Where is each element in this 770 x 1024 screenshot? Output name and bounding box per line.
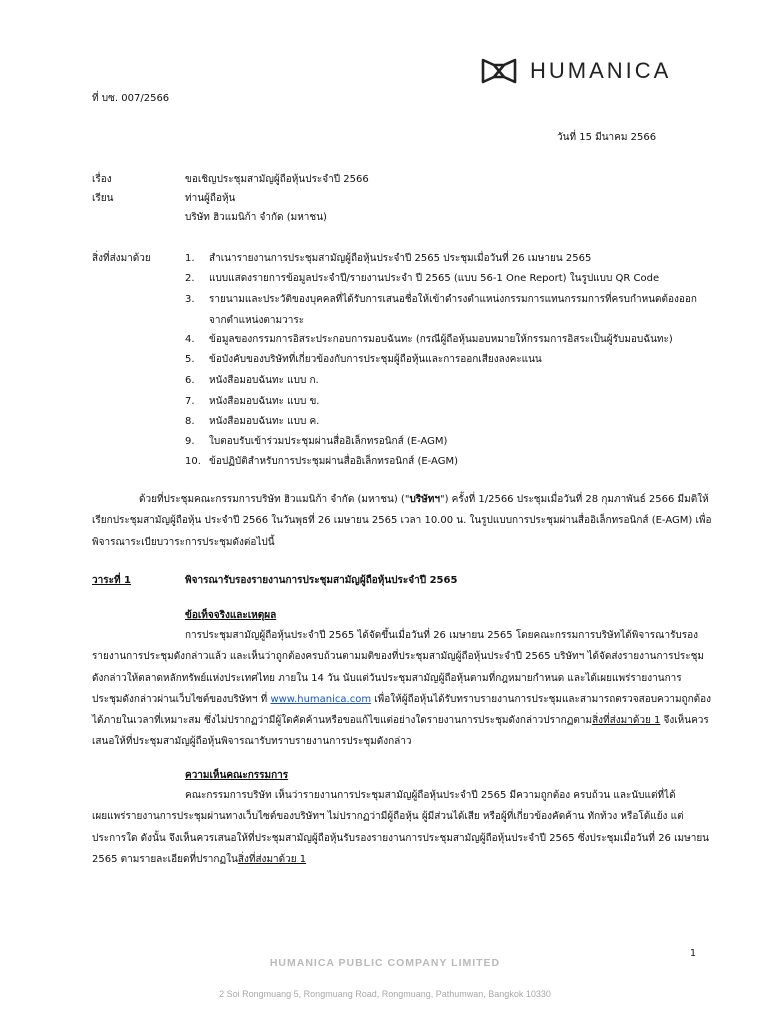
paragraph-line: ดังกล่าวให้ตลาดหลักทรัพย์แห่งประเทศไทย ภายใน 14 วัน นับแต่วันประชุมสามัญผู้ถือหุ้นตามที่กฎหมายกำหนด และได้เผยแพร่รายงานการ [92, 672, 682, 684]
paragraph-line [92, 715, 709, 736]
facts-text: เพื่อให้ผู้ถือหุ้นได้รับทราบรายงานการประชุมและสามารถตรวจสอบความถูกต้อง [371, 693, 712, 705]
humanica-logo-icon [480, 56, 518, 86]
enclosure-item: หนังสือมอบฉันทะ แบบ ก. [209, 375, 319, 386]
paragraph-line [92, 854, 698, 875]
subject-label: เรื่อง [92, 174, 112, 185]
paragraph-line: ประการใด ดังนั้น จึงเห็นควรเสนอให้ที่ประชุมสามัญผู้ถือหุ้นรับรองรายงานการประชุมสามัญผู้ถือหุ้นประจำปี 2565 ซึ่งประชุมเมื่อวันที่ 26 เมษายน [92, 832, 710, 844]
facts-text: ประชุมดังกล่าวผ่านเว็บไซต์ของบริษัทฯ ที่ [92, 693, 271, 705]
opinion-heading: ความเห็นคณะกรรมการ [185, 770, 289, 781]
paragraph-line: พิจารณาระเบียบวาระการประชุมดังต่อไปนี้ [92, 536, 275, 548]
enclosure-number: 6. [185, 375, 195, 386]
reference-number: ที่ บซ. 007/2566 [92, 93, 170, 104]
intro-text: ด้วยที่ประชุมคณะกรรมการบริษัท ฮิวแมนิก้า จำกัด (มหาชน) (" [139, 494, 410, 505]
opinion-paragraph [92, 790, 710, 875]
paragraph-line: เรียกประชุมสามัญผู้ถือหุ้น ประจำปี 2566 ในวันพุธที่ 26 เมษายน 2565 เวลา 10.00 น. ในรูปแบบการประชุมผ่านสื่ออิเล็กทรอนิกส์ (E-AGM) เพื่อ [92, 515, 712, 527]
to-label: เรียน [92, 193, 114, 204]
logo-text: HUMANICA [530, 57, 672, 83]
enclosure-item: ข้อบังคับของบริษัทที่เกี่ยวข้องกับการประชุมผู้ถือหุ้นและการออกเสียงลงคะแนน [209, 354, 542, 365]
enclosure-item: แบบแสดงรายการข้อมูลประจำปี/รายงานประจำ ปี 2565 (แบบ 56-1 One Report) ในรูปแบบ QR Code [209, 273, 660, 284]
enclosure-number: 2. [185, 273, 195, 284]
enclosure-item: ใบตอบรับเข้าร่วมประชุมผ่านสื่ออิเล็กทรอนิกส์ (E-AGM) [209, 436, 448, 447]
opinion-text: 2565 ตามรายละเอียดที่ปรากฏใน [92, 853, 238, 865]
enclosure-reference: สิ่งที่ส่งมาด้วย 1 [237, 853, 307, 865]
enclosure-number: 9. [185, 436, 195, 447]
company-short-name: บริษัทฯ [409, 494, 440, 505]
subject-text: ขอเชิญประชุมสามัญผู้ถือหุ้นประจำปี 2566 [185, 174, 369, 185]
paragraph-line: คณะกรรมการบริษัท เห็นว่ารายงานการประชุมสามัญผู้ถือหุ้นประจำปี 2565 มีความถูกต้อง ครบถ้วน และนับแต่ที่ได้ [185, 790, 676, 801]
enclosure-number: 3. [185, 294, 195, 305]
company-logo [480, 54, 671, 88]
enclosure-number: 1. [185, 253, 195, 264]
enclosure-item: ข้อปฏิบัติสำหรับการประชุมผ่านสื่ออิเล็กทรอนิกส์ (E-AGM) [209, 456, 459, 467]
to-company: บริษัท ฮิวแมนิก้า จำกัด (มหาชน) [185, 212, 327, 223]
paragraph-line [92, 494, 709, 515]
to-recipient: ท่านผู้ถือหุ้น [185, 193, 236, 204]
footer-company-name: HUMANICA PUBLIC COMPANY LIMITED [269, 957, 501, 969]
enclosure-reference: สิ่งที่ส่งมาด้วย 1 [592, 715, 661, 727]
enclosure-number: 5. [185, 354, 195, 365]
agenda-label: วาระที่ 1 [92, 575, 132, 586]
enclosure-number: 8. [185, 416, 195, 427]
enclosure-item: ข้อมูลของกรรมการอิสระประกอบการมอบฉันทะ (กรณีผู้ถือหุ้นมอบหมายให้กรรมการอิสระเป็นผู้รับมอบฉันทะ) [209, 334, 673, 345]
enclosure-item: สำเนารายงานการประชุมสามัญผู้ถือหุ้นประจำปี 2565 ประชุมเมื่อวันที่ 26 เมษายน 2565 [209, 253, 592, 264]
enclosure-item: หนังสือมอบฉันทะ แบบ ค. [209, 416, 320, 427]
enclosure-number: 10. [185, 456, 201, 467]
facts-text: ได้ภายในเวลาที่เหมาะสม ซึ่งไม่ปรากฏว่ามีผู้ใดคัดค้านหรือขอแก้ไขแต่อย่างใดรายงานการประชุมดังกล่าวปรากฏตาม [92, 715, 593, 727]
footer-address: 2 Soi Rongmuang 5, Rongmuang Road, Rongmuang, Pathumwan, Bangkok 10330 [219, 989, 551, 999]
paragraph-line: การประชุมสามัญผู้ถือหุ้นประจำปี 2565 ได้จัดขึ้นเมื่อวันที่ 26 เมษายน 2565 โดยคณะกรรมการบริษัทได้พิจารณารับรอง [185, 630, 699, 641]
facts-text: จึงเห็นควร [660, 715, 709, 727]
paragraph-line [92, 693, 712, 715]
paragraph-line: เผยแพร่รายงานการประชุมผ่านทางเว็บไซต์ของบริษัทฯ ไม่ปรากฏว่ามีผู้ถือหุ้น ผู้มีส่วนได้เสีย หรือผู้ที่เกี่ยวข้องคัดค้าน ทักท้วง หรือโต้แย้ง แต่ [92, 811, 684, 823]
enclosure-item: หนังสือมอบฉันทะ แบบ ข. [209, 396, 320, 407]
enclosure-item-continued: จากตำแหน่งตามวาระ [209, 315, 305, 326]
enclosure-number: 4. [185, 334, 195, 345]
enclosures-label: สิ่งที่ส่งมาด้วย [92, 253, 151, 264]
agenda-title: พิจารณารับรองรายงานการประชุมสามัญผู้ถือหุ้นประจำปี 2565 [185, 575, 458, 586]
intro-paragraph [92, 494, 712, 558]
facts-heading: ข้อเท็จจริงและเหตุผล [185, 610, 277, 621]
website-link[interactable]: www.humanica.com [270, 693, 372, 705]
enclosure-number: 7. [185, 396, 195, 407]
paragraph-line: เสนอให้ที่ประชุมสามัญผู้ถือหุ้นพิจารณารับทราบรายงานการประชุมดังกล่าว [92, 736, 412, 748]
paragraph-line: รายงานการประชุมดังกล่าวแล้ว และเห็นว่าถูกต้องครบถ้วนตามมติของที่ประชุมสามัญผู้ถือหุ้นประจำปี 2565 บริษัทฯ ได้จัดส่งรายงานการประชุม [92, 651, 704, 663]
page-number: 1 [690, 948, 697, 959]
intro-text: ") ครั้งที่ 1/2566 ประชุมเมื่อวันที่ 28 กุมภาพันธ์ 2566 มีมติให้ [439, 494, 709, 505]
enclosure-item: รายนามและประวัติของบุคคลที่ได้รับการเสนอชื่อให้เข้าดำรงตำแหน่งกรรมการแทนกรรมการที่ครบกำหนดต้องออก [209, 294, 697, 305]
document-date: วันที่ 15 มีนาคม 2566 [557, 132, 657, 143]
facts-paragraph [92, 630, 712, 758]
